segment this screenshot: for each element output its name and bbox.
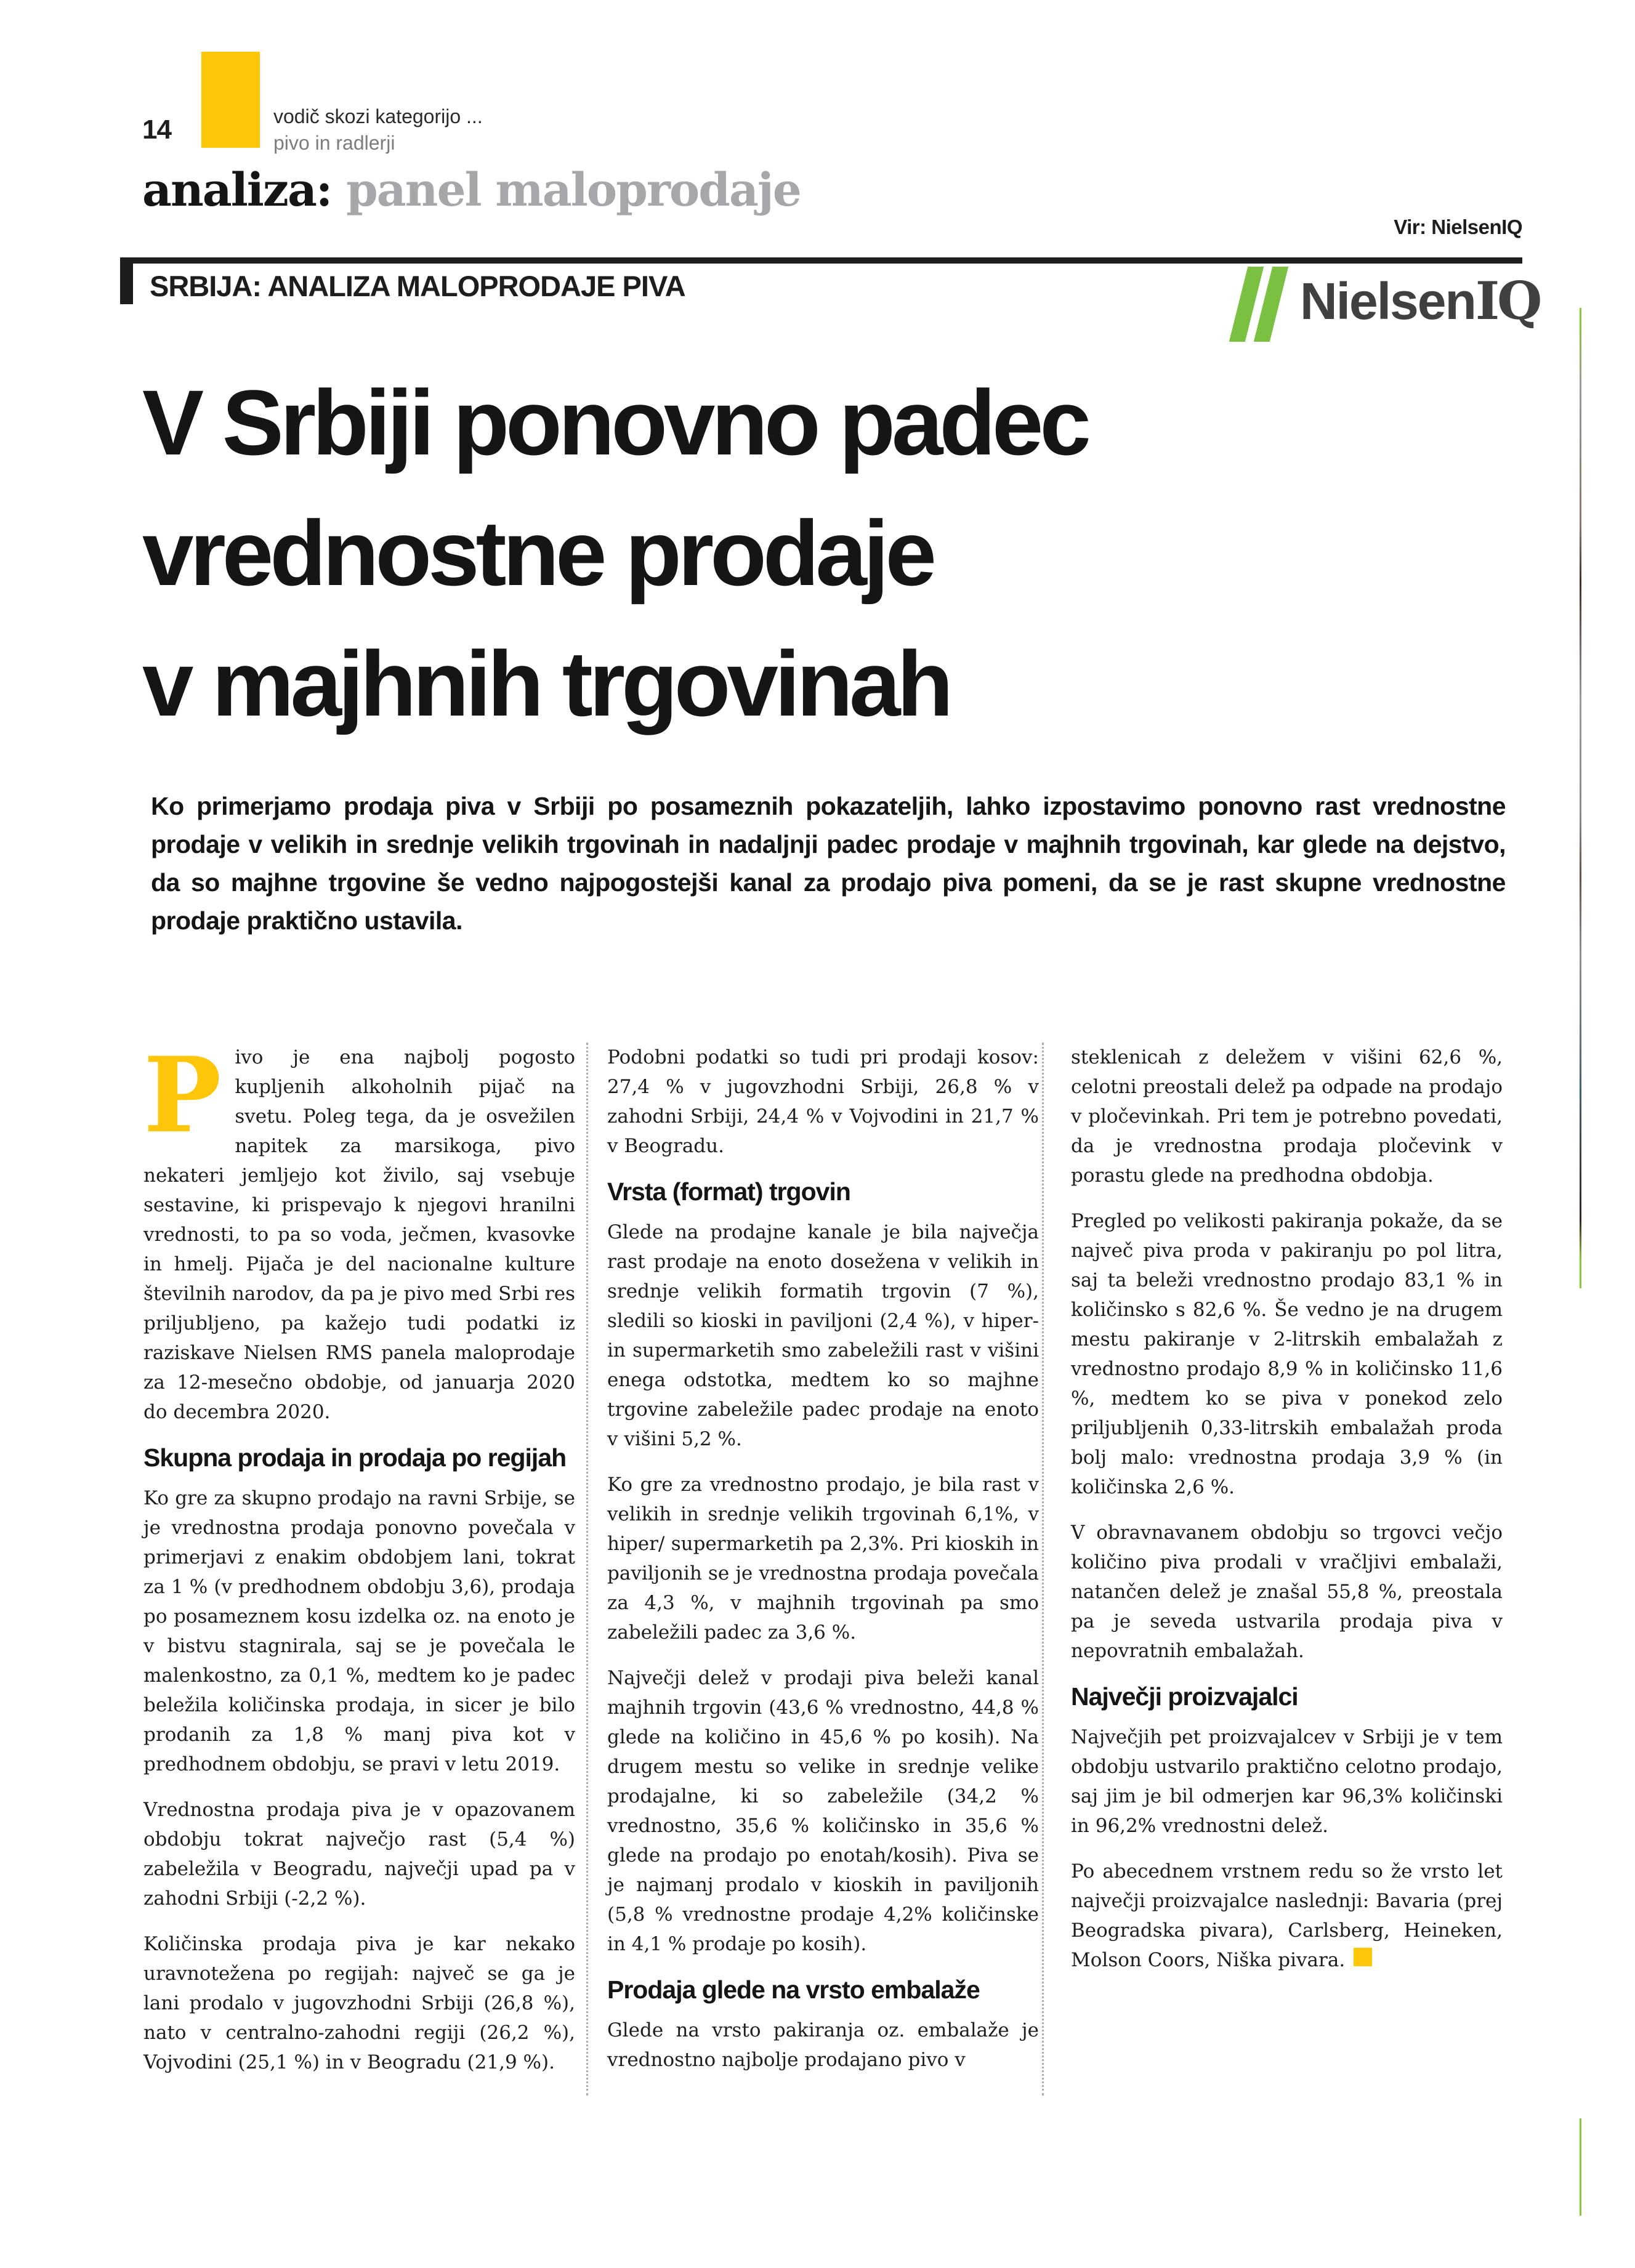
page-edge-artifact — [1580, 2118, 1581, 2216]
column-separator — [1042, 1043, 1044, 2096]
nielseniq-logo-text: NielsenIQ — [1300, 270, 1540, 331]
paragraph: Ko gre za skupno prodajo na ravni Srbije, se je vrednostna prodaja ponovno povečala v primerjavi z enakim obdobjem lani, tokrat za 1 % (v predhodnem obdobju 3,6), prodaja po posameznem kosu izdelka oz. na enoto je v bistvu stagnirala, saj se je povečala le malenkostno, za 0,1 %, medtem ko je padec beležila količinska prodaja, in sicer je bilo prodanih za 1,8 % manj piva kot v predhodnem obdobju, se pravi v letu 2019. — [143, 1487, 575, 1775]
column-2 — [607, 1043, 1039, 2093]
nielseniq-logo — [1222, 262, 1540, 348]
article-end-mark — [1354, 1948, 1372, 1966]
paragraph: Po abecednem vrstnem redu so že vrsto let največji proizvajalce naslednji: Bavaria (prej Beogradska pivara), Carlsberg, Heineken, Molson Coors, Niška pivara. — [1071, 1860, 1503, 1971]
drop-cap: P — [143, 1034, 222, 1156]
kicker — [273, 103, 483, 156]
nielseniq-logo-icon — [1227, 267, 1295, 342]
paragraph: Pregled po velikosti pakiranja pokaže, da se največ piva proda v pakiranju po pol litra, saj ta beleži vrednostno prodajo 83,1 % in količinsko s 82,6 %. Še vedno je na drugem mestu pakiranje v 2-litrskih embalažah z vrednostno prodajo 8,9 % in količinsko 11,6 %, medtem ko se piva v ponekod zelo priljubljenih 0,33-litrskih embalažah proda bolj malo: vrednostna prodaja 3,9 % (in količinska 2,6 %. — [1071, 1210, 1503, 1498]
paragraph: Glede na vrsto pakiranja oz. embalaže je vrednostno najbolje prodajano pivo v — [607, 2019, 1039, 2071]
paragraph: Ko gre za vrednostno prodajo, je bila rast v velikih in srednje velikih trgovinah 6,1%, v hiper/ supermarketih pa 2,3%. Pri kioskih in paviljonih se je vrednostna prodaja povečala za 4,3 %, v majhnih trgovinah pa smo zabeležili padec za 3,6 %. — [607, 1474, 1039, 1644]
paragraph: V obravnavanem obdobju so trgovci večjo količino piva prodali v vračljivi embalaži, natančen delež je znašal 55,8 %, preostala pa je seveda ustvarila prodaja piva v nepovratnih embalažah. — [1071, 1522, 1503, 1662]
column-3 — [1071, 1043, 1503, 2093]
paragraph: Vrednostna prodaja piva je v opazovanem obdobju tokrat največjo rast (5,4 %) zabeležila v Beogradu, največji upad pa v zahodni Srbiji (-2,2 %). — [143, 1799, 575, 1910]
section-title — [142, 164, 801, 217]
paragraph: Glede na prodajne kanale je bila največja rast prodaje na enoto dosežena v velikih in srednje velikih formatih trgovin (7 %), sledili so kioski in paviljoni (2,4 %), v hiper- in supermarketih smo zabeležili rast v višini enega odstotka, medtem ko so majhne trgovine zabeležile padec prodaje na enoto v višini 5,2 %. — [607, 1221, 1039, 1450]
header-rule-tab — [120, 257, 133, 304]
paragraph: Podobni podatki so tudi pri prodaji kosov: 27,4 % v jugovzhodni Srbiji, 26,8 % v zahodni Srbiji, 24,4 % v Vojvodini in 21,7 % v Beogradu. — [607, 1046, 1039, 1157]
headline-line2: vrednostne prodaje — [142, 501, 933, 605]
page-edge-artifact — [1580, 308, 1581, 1288]
headline-line1: V Srbiji ponovno padec — [142, 371, 1088, 474]
section-title-analiza: analiza: — [142, 164, 332, 217]
subheading-prodaja-embalaza: Prodaja glede na vrsto embalaže — [607, 1975, 980, 2004]
lead-paragraph: Ko primerjamo prodaja piva v Srbiji po posameznih pokazateljih, lahko izpostavimo ponovno rast vrednostne prodaje v velikih in srednje velikih trgovinah in nadaljnji padec prodaje v majhnih trgovinah, kar glede na dejstvo, da so majhne trgovine še vedno najpogostejši kanal za prodajo piva pomeni, da se je rast skupne vrednostne prodaje praktično ustavila. — [151, 792, 1506, 935]
kicker-yellow-block — [201, 52, 260, 148]
kicker-line1: vodič skozi kategorijo ... — [273, 105, 483, 127]
subheading-najvecji-proizvajalci: Največji proizvajalci — [1071, 1682, 1298, 1711]
kicker-line2: pivo in radlerji — [273, 132, 395, 154]
article-body — [143, 1034, 1503, 2093]
page-number: 14 — [142, 115, 171, 145]
source-credit: Vir: NielsenIQ — [1394, 216, 1522, 238]
headline-line3: v majhnih trgovinah — [142, 632, 950, 735]
section-title-panel: panel maloprodaje — [331, 164, 801, 217]
headline — [142, 357, 1509, 749]
paragraph: Količinska prodaja piva je kar nekako uravnotežena po regijah: največ se ga je lani prodalo v jugovzhodni Srbiji (26,8 %), nato v centralno-zahodni regiji (26,2 %), Vojvodini (25,1 %) in v Beogradu (21,9 %). — [143, 1933, 575, 2073]
paragraph: Največjih pet proizvajalcev v Srbiji je v tem obdobju ustvarilo praktično celotno prodajo, saj jim je bil odmerjen kar 96,3% količinski in 96,2% vrednostni delež. — [1071, 1726, 1503, 1837]
paragraph: Največji delež v prodaji piva beleži kanal majhnih trgovin (43,6 % vrednostno, 44,8 % glede na količino in 45,6 % po kosih). Na drugem mestu so velike in srednje velike prodajalne, ki so zabeležile (34,2 % vrednostno, 35,6 % količinsko in 35,6 % glede na prodajo po enotah/kosih). Piva se je najmanj prodalo v kioskih in paviljonih (5,8 % vrednostne prodaje 4,2% količinske in 4,1 % prodaje po kosih). — [607, 1667, 1039, 1955]
subheading-vrsta-trgovin: Vrsta (format) trgovin — [607, 1177, 850, 1206]
column-separator — [586, 1043, 588, 2096]
paragraph: Pivo je ena najbolj pogosto kupljenih alkoholnih pijač na svetu. Poleg tega, da je osvežilen napitek za marsikoga, pivo nekateri jemljejo kot živilo, saj vsebuje sestavine, ki prispevajo k njegovi hranilni vrednosti, to pa so voda, ječmen, kvasovke in hmelj. Pijača je del nacionalne kulture številnih narodov, da pa je pivo med Srbi res priljubljeno, pa kažejo tudi podatki iz raziskave Nielsen RMS panela maloprodaje za 12-mesečno obdobje, od januarja 2020 do decembra 2020. — [143, 1034, 575, 1423]
paragraph: steklenicah z deležem v višini 62,6 %, celotni preostali delež pa odpade na prodajo v pločevinkah. Pri tem je potrebno povedati, da je vrednostna prodaja pločevink v porastu glede na predhodna obdobja. — [1071, 1046, 1503, 1187]
subheading-skupna-prodaja: Skupna prodaja in prodaja po regijah — [143, 1443, 567, 1472]
column-1 — [143, 1034, 575, 2093]
article-strapline: SRBIJA: ANALIZA MALOPRODAJE PIVA — [150, 270, 685, 302]
